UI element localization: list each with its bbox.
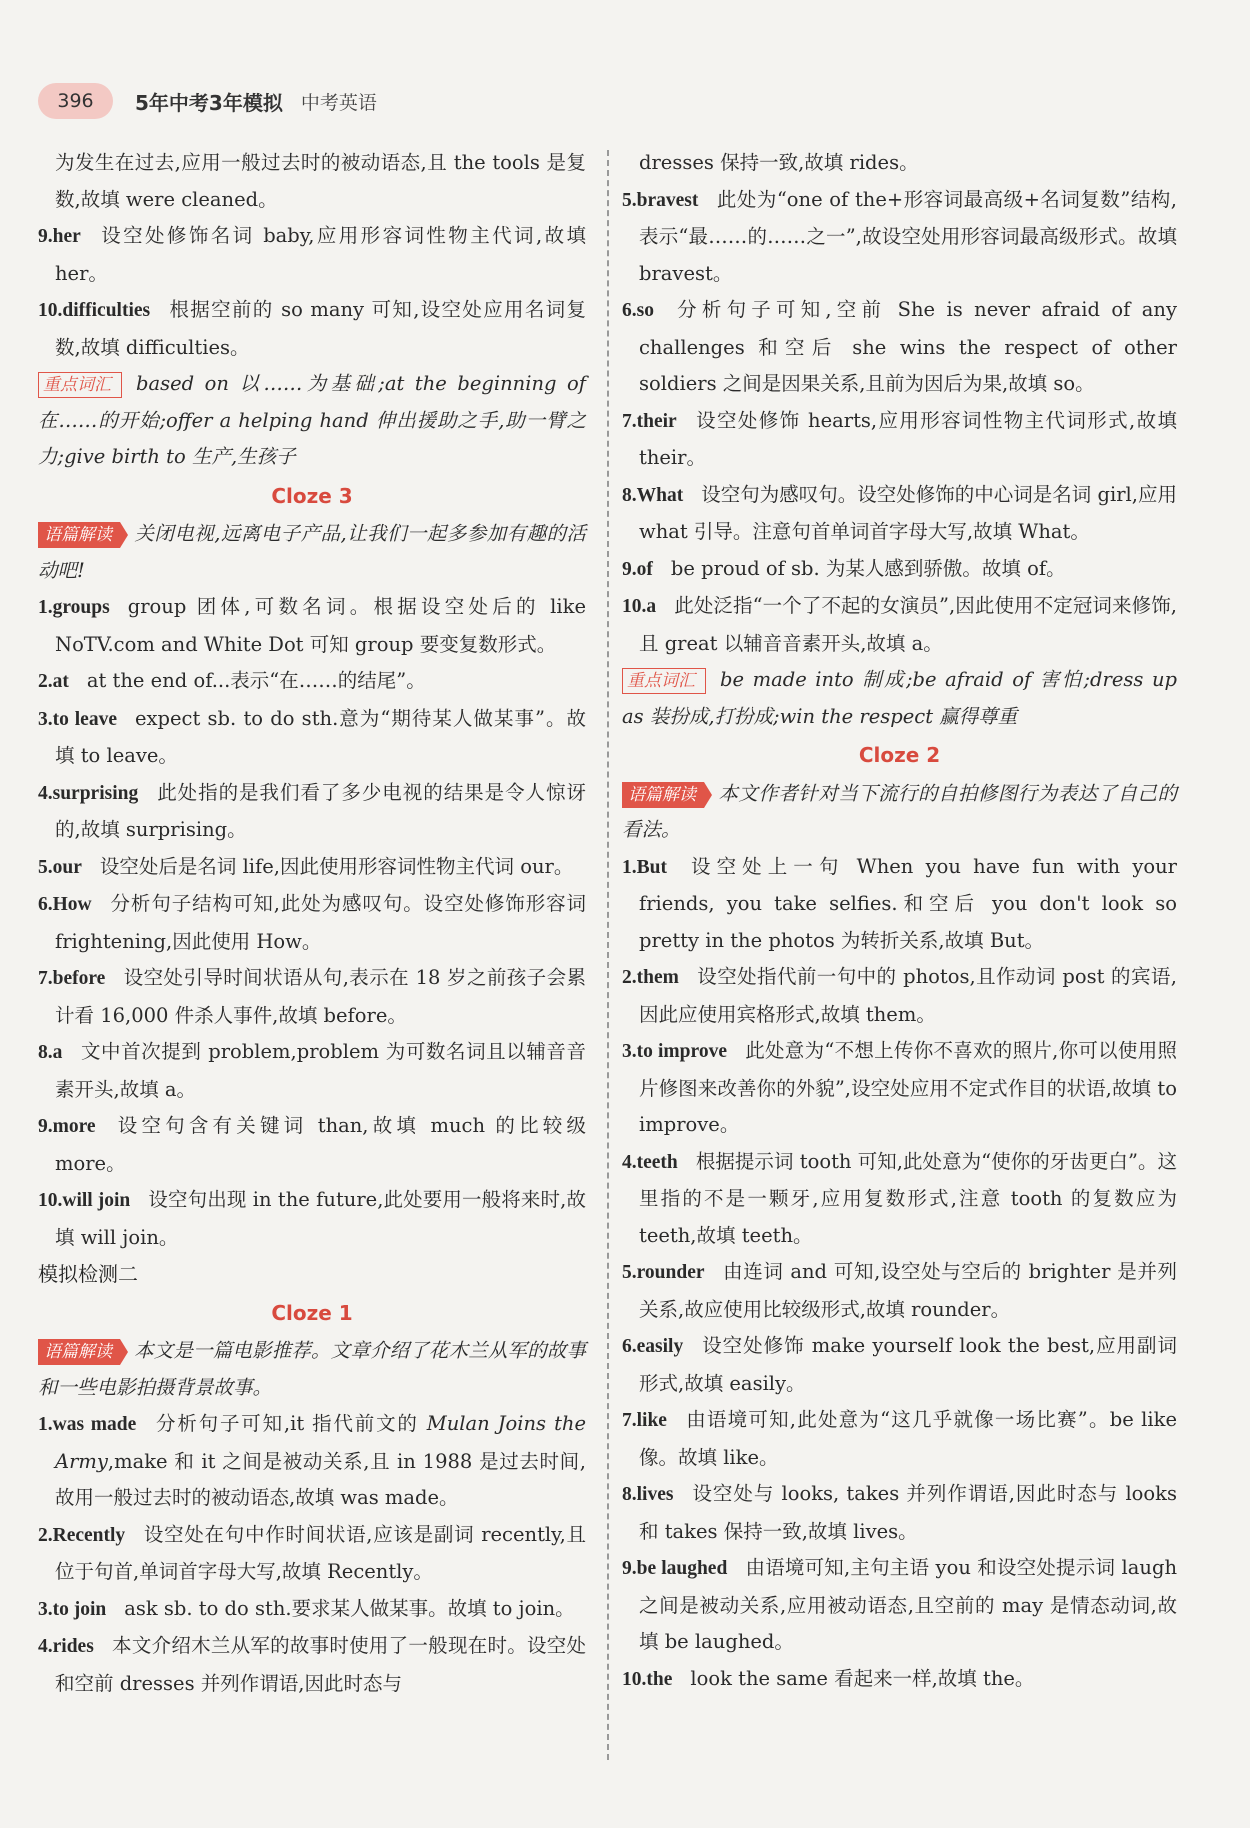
answer-item: 5.rounder 由连词 and 可知,设空处与空后的 brighter 是并列关系,故应使用比较级形式,故填 rounder。 — [622, 1260, 1177, 1321]
answer-item: 7.their 设空处修饰 hearts,应用形容词性物主代词形式,故填 their。 — [622, 408, 1177, 469]
reading-summary: 语篇解读 关闭电视,远离电子产品,让我们一起多参加有趣的活动吧! — [38, 522, 586, 582]
answer-item: 1.But 设空处上一句 When you have fun with your friends, you take selfies.和空后 you don't look so pretty in the photos 为转折关系,故填 But。 — [622, 854, 1177, 952]
answer-item: 1.groups group 团体,可数名词。根据设空处后的 like NoTV.com and White Dot 可知 group 要变复数形式。 — [38, 595, 586, 656]
answer-item: 2.them 设空处指代前一句中的 photos,且作动词 post 的宾语,因此应使用宾格形式,故填 them。 — [622, 965, 1177, 1026]
answer-item: 1.was made 分析句子可知,it 指代前文的 Mulan Joins the Army,make 和 it 之间是被动关系,且 in 1988 是过去时间,故用一般过去时的被动语态,故填 was made。 — [38, 1412, 587, 1509]
answer-item: 6.so 分析句子可知,空前 She is never afraid of any challenges 和空后 she wins the respect of other soldiers 之间是因果关系,且前为因后为果,故填 so。 — [622, 298, 1177, 395]
cloze3-answers — [38, 589, 586, 1256]
reading-tag: 语篇解读 — [38, 1339, 120, 1365]
answer-item: 6.easily 设空处修饰 make yourself look the best,应用副词形式,故填 easily。 — [622, 1334, 1177, 1395]
answer-item: 9.more 设空句含有关键词 than,故填 much 的比较级 more。 — [38, 1114, 586, 1175]
answer-item: 8.What 设空句为感叹句。设空处修饰的中心词是名词 girl,应用 what 引导。注意句首单词首字母大写,故填 What。 — [622, 482, 1177, 543]
column-divider — [607, 150, 609, 1760]
answer-item: 3.to leave expect sb. to do sth.意为“期待某人做某事”。故填 to leave。 — [38, 706, 586, 767]
section-heading: 模拟检测二 — [38, 1262, 138, 1286]
reading-summary: 语篇解读 本文是一篇电影推荐。文章介绍了花木兰从军的故事和一些电影拍摄背景故事。 — [38, 1339, 586, 1399]
cloze-heading: Cloze 2 — [858, 743, 941, 767]
key-vocab-tag: 重点词汇 — [38, 372, 122, 398]
cloze-heading: Cloze 3 — [271, 483, 353, 508]
answer-item: 7.before 设空处引导时间状语从句,表示在 18 岁之前孩子会累计看 16,000 件杀人事件,故填 before。 — [38, 966, 586, 1027]
answer-item: 3.to join ask sb. to do sth.要求某人做某事。故填 to join。 — [38, 1596, 575, 1620]
answer-item: 5.our 设空处后是名词 life,因此使用形容词性物主代词 our。 — [38, 854, 574, 878]
right-column — [622, 145, 1177, 1698]
left-column — [38, 145, 586, 1702]
answer-item: 4.rides 本文介绍木兰从军的故事时使用了一般现在时。设空处和空前 dresses 并列作谓语,因此时态与 — [38, 1634, 586, 1695]
answer-item: 10.difficulties 根据空前的 so many 可知,设空处应用名词复数,故填 difficulties。 — [38, 298, 586, 359]
answer-item: 6.How 分析句子结构可知,此处为感叹句。设空处修饰形容词 frightening,因此使用 How。 — [38, 892, 586, 953]
answer-item: 10.will join 设空句出现 in the future,此处要用一般将来时,故填 will join。 — [38, 1188, 586, 1249]
answer-item: 2.at at the end of...表示“在……的结尾”。 — [38, 669, 426, 692]
page-header — [38, 83, 377, 119]
cloze1-answers-cont — [622, 182, 1177, 663]
key-vocab: 重点词汇 based on 以……为基础;at the beginning of 在……的开始;offer a helping hand 伸出援助之手,助一臂之力;give birth to 生产,生孩子 — [38, 372, 586, 468]
reading-tag: 语篇解读 — [38, 522, 120, 548]
reading-tag: 语篇解读 — [622, 782, 704, 808]
answer-item: 8.lives 设空处与 looks, takes 并列作谓语,因此时态与 looks 和 takes 保持一致,故填 lives。 — [622, 1482, 1177, 1543]
film-title: Mulan Joins the Army — [55, 1412, 587, 1473]
answer-item: 2.Recently 设空处在句中作时间状语,应该是副词 recently,且位于句首,单词首字母大写,故填 Recently。 — [38, 1522, 586, 1583]
answer-item: 9.her 设空处修饰名词 baby,应用形容词性物主代词,故填 her。 — [38, 224, 586, 285]
answer-item: 4.teeth 根据提示词 tooth 可知,此处意为“使你的牙齿更白”。这里指的不是一颗牙,应用复数形式,注意 tooth 的复数应为 teeth,故填 teeth。 — [622, 1149, 1177, 1247]
answer-item: 10.a 此处泛指“一个了不起的女演员”,因此使用不定冠词来修饰,且 great 以辅音音素开头,故填 a。 — [622, 594, 1177, 655]
continued-text: dresses 保持一致,故填 rides。 — [639, 151, 919, 174]
key-vocab: 重点词汇 be made into 制成;be afraid of 害怕;dress up as 装扮成,打扮成;win the respect 赢得尊重 — [622, 668, 1177, 728]
answer-item: 4.surprising 此处指的是我们看了多少电视的结果是令人惊讶的,故填 surprising。 — [38, 780, 586, 841]
answer-item: 9.be laughed 由语境可知,主句主语 you 和设空处提示词 laugh 之间是被动关系,应用被动语态,且空前的 may 是情态动词,故填 be laughed。 — [622, 1556, 1178, 1653]
answer-item: 3.to improve 此处意为“不想上传你不喜欢的照片,你可以使用照片修图来改善你的外貌”,设空处应用不定式作目的状语,故填 to improve。 — [622, 1039, 1177, 1136]
cloze1-answers — [38, 1406, 586, 1702]
cloze2-answers — [622, 849, 1177, 1699]
book-subtitle: 中考英语 — [300, 91, 377, 114]
answer-item: 9.of be proud of sb. 为某人感到骄傲。故填 of。 — [622, 556, 1066, 580]
answer-item: 5.bravest 此处为“one of the+形容词最高级+名词复数”结构,表示“最……的……之一”,故设空处用形容词最高级形式。故填 bravest。 — [622, 187, 1177, 285]
reading-summary: 语篇解读 本文作者针对当下流行的自拍修图行为表达了自己的看法。 — [622, 781, 1177, 841]
continued-text: 为发生在过去,应用一般过去时的被动语态,且 the tools 是复数,故填 were cleaned。 — [55, 151, 586, 211]
answer-item: 7.like 由语境可知,此处意为“这几乎就像一场比赛”。be like 像。故填 like。 — [622, 1408, 1177, 1469]
answer-item: 10.the look the same 看起来一样,故填 the。 — [622, 1666, 1035, 1690]
book-title: 5年中考3年模拟 — [135, 90, 283, 115]
key-vocab-tag: 重点词汇 — [622, 668, 706, 694]
cloze-heading: Cloze 1 — [271, 1300, 353, 1325]
answer-item: 8.a 文中首次提到 problem,problem 为可数名词且以辅音音素开头,故填 a。 — [38, 1040, 586, 1101]
page-number: 396 — [38, 83, 113, 119]
